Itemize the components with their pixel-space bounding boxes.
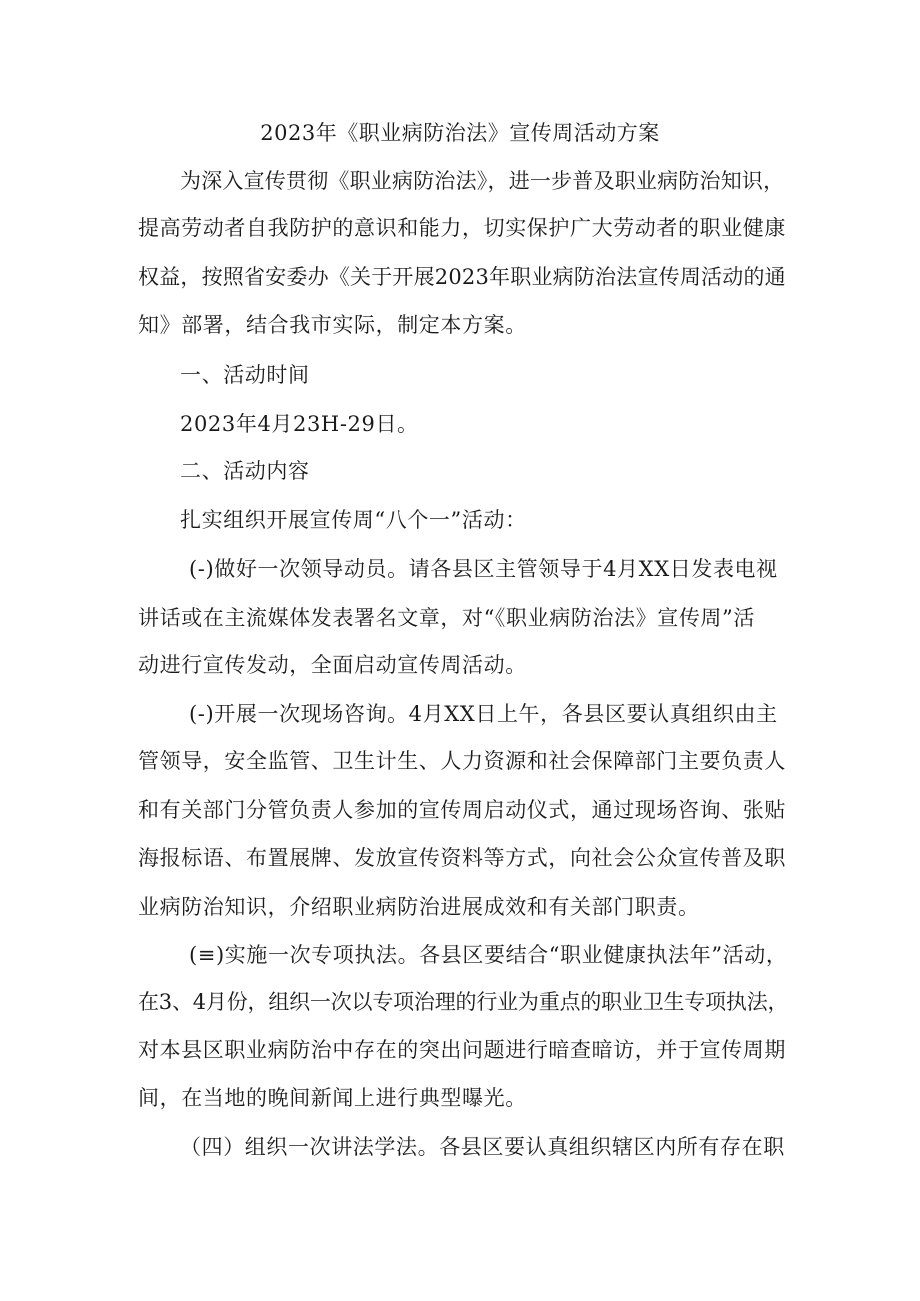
paragraph-line: 和有关部门分管负责人参加的宣传周启动仪式，通过现场咨询、张贴 xyxy=(138,798,786,822)
section-heading: 一、活动时间 xyxy=(180,363,310,387)
paragraph-line: 间，在当地的晚间新闻上进行典型曝光。 xyxy=(138,1086,527,1110)
paragraph-line: 在3、4月份，组织一次以专项治理的行业为重点的职业卫生专项执法， xyxy=(138,990,789,1014)
paragraph-line: 讲话或在主流媒体发表署名文章，对“《职业病防治法》宣传周”活 xyxy=(138,606,755,630)
paragraph-line: (-)做好一次领导动员。请各县区主管领导于4月XX日发表电视 xyxy=(189,557,778,581)
paragraph-line: 知》部署，结合我市实际，制定本方案。 xyxy=(138,313,527,337)
paragraph-line: 管领导，安全监管、卫生计生、人力资源和社会保障部门主要负责人 xyxy=(138,749,786,773)
section-heading: 二、活动内容 xyxy=(180,459,310,483)
paragraph-line: 扎实组织开展宣传周“八个一”活动： xyxy=(180,508,527,532)
paragraph-line: 2023年4月23H-29日。 xyxy=(180,412,419,436)
paragraph-line: (≡)实施一次专项执法。各县区要结合“职业健康执法年”活动， xyxy=(189,943,788,967)
paragraph-line: (-)开展一次现场咨询。4月XX日上午，各县区要认真组织由主 xyxy=(189,702,778,726)
paragraph-line: （四）组织一次讲法学法。各县区要认真组织辖区内所有存在职 xyxy=(180,1135,785,1159)
paragraph-line: 对本县区职业病防治中存在的突出问题进行暗查暗访，并于宣传周期 xyxy=(138,1038,786,1062)
document-title: 2023年《职业病防治法》宣传周活动方案 xyxy=(260,121,660,145)
paragraph-line: 动进行宣传发动，全面启动宣传周活动。 xyxy=(138,653,527,677)
paragraph-line: 海报标语、布置展牌、发放宣传资料等方式，向社会公众宣传普及职 xyxy=(138,846,786,870)
paragraph-line: 业病防治知识，介绍职业病防治进展成效和有关部门职责。 xyxy=(138,895,700,919)
paragraph-line: 为深入宣传贯彻《职业病防治法》，进一步普及职业病防治知识， xyxy=(180,169,785,193)
paragraph-line: 提高劳动者自我防护的意识和能力，切实保护广大劳动者的职业健康 xyxy=(138,216,786,240)
paragraph-line: 权益，按照省安委办《关于开展2023年职业病防治法宣传周活动的通 xyxy=(138,265,786,289)
